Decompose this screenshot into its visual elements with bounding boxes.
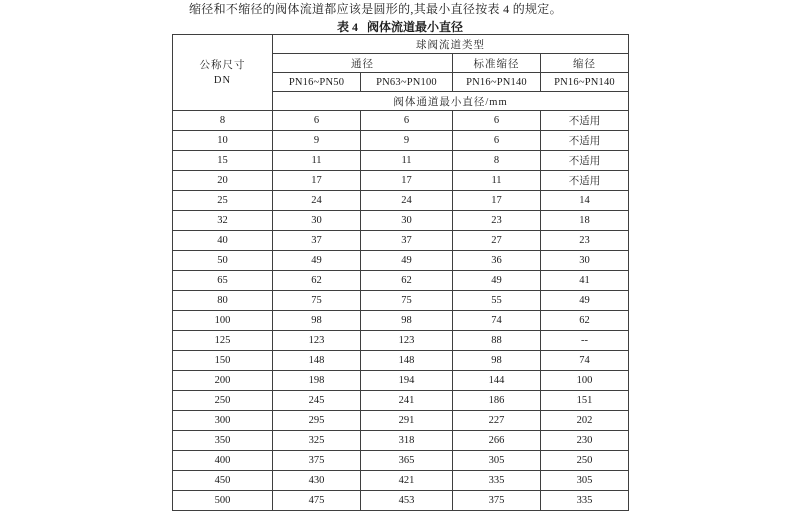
full-bore-pn16-50-cell: 375 (273, 451, 361, 471)
table-caption (172, 18, 628, 35)
reduced-cell: 305 (541, 471, 629, 491)
full-bore-pn16-50-cell: 245 (273, 391, 361, 411)
table-row (173, 231, 629, 251)
full-bore-pn63-100-cell: 9 (361, 131, 453, 151)
reduced-cell: 不适用 (541, 171, 629, 191)
header-row-flow-type (173, 35, 629, 54)
standard-reduced-cell: 8 (453, 151, 541, 171)
dn-cell: 100 (173, 311, 273, 331)
standard-reduced-cell: 186 (453, 391, 541, 411)
standard-reduced-cell: 49 (453, 271, 541, 291)
full-bore-pn16-50-cell: 9 (273, 131, 361, 151)
standard-reduced-cell: 27 (453, 231, 541, 251)
full-bore-pn16-50-cell: 123 (273, 331, 361, 351)
dn-cell: 32 (173, 211, 273, 231)
header-pn63-pn100: PN63~PN100 (361, 73, 453, 92)
full-bore-pn63-100-cell: 11 (361, 151, 453, 171)
standard-reduced-cell: 305 (453, 451, 541, 471)
dn-cell: 80 (173, 291, 273, 311)
standard-reduced-cell: 6 (453, 131, 541, 151)
table-row (173, 371, 629, 391)
standard-reduced-cell: 11 (453, 171, 541, 191)
table-row (173, 451, 629, 471)
full-bore-pn63-100-cell: 24 (361, 191, 453, 211)
header-full-bore: 通径 (273, 54, 453, 73)
standard-reduced-cell: 144 (453, 371, 541, 391)
dn-cell: 500 (173, 491, 273, 511)
dn-cell: 250 (173, 391, 273, 411)
reduced-cell: 14 (541, 191, 629, 211)
table-row (173, 271, 629, 291)
table-row (173, 171, 629, 191)
dn-cell: 50 (173, 251, 273, 271)
header-nominal-size (173, 35, 273, 111)
reduced-cell: 74 (541, 351, 629, 371)
full-bore-pn16-50-cell: 148 (273, 351, 361, 371)
standard-reduced-cell: 227 (453, 411, 541, 431)
reduced-cell: 不适用 (541, 131, 629, 151)
full-bore-pn63-100-cell: 291 (361, 411, 453, 431)
full-bore-pn63-100-cell: 98 (361, 311, 453, 331)
table-row (173, 351, 629, 371)
full-bore-pn63-100-cell: 194 (361, 371, 453, 391)
header-pn16-pn140-standard: PN16~PN140 (453, 73, 541, 92)
nominal-size-symbol: DN (213, 74, 232, 86)
full-bore-pn63-100-cell: 123 (361, 331, 453, 351)
full-bore-pn63-100-cell: 453 (361, 491, 453, 511)
full-bore-pn16-50-cell: 62 (273, 271, 361, 291)
dn-cell: 20 (173, 171, 273, 191)
full-bore-pn16-50-cell: 24 (273, 191, 361, 211)
table-row (173, 151, 629, 171)
full-bore-pn16-50-cell: 30 (273, 211, 361, 231)
reduced-cell: 不适用 (541, 151, 629, 171)
intro-paragraph: 缩径和不缩径的阀体流道都应该是圆形的,其最小直径按表 4 的规定。 (189, 2, 562, 16)
header-pn16-pn140-reduced: PN16~PN140 (541, 73, 629, 92)
standard-reduced-cell: 266 (453, 431, 541, 451)
full-bore-pn16-50-cell: 17 (273, 171, 361, 191)
table-row (173, 191, 629, 211)
reduced-cell: 49 (541, 291, 629, 311)
reduced-cell: 18 (541, 211, 629, 231)
table-row (173, 431, 629, 451)
dn-cell: 450 (173, 471, 273, 491)
table-row (173, 131, 629, 151)
full-bore-pn16-50-cell: 6 (273, 111, 361, 131)
full-bore-pn16-50-cell: 430 (273, 471, 361, 491)
full-bore-pn63-100-cell: 37 (361, 231, 453, 251)
full-bore-pn63-100-cell: 421 (361, 471, 453, 491)
header-pn16-pn50: PN16~PN50 (273, 73, 361, 92)
table-caption-title: 阀体流道最小直径 (367, 20, 464, 34)
table-row (173, 111, 629, 131)
standard-reduced-cell: 88 (453, 331, 541, 351)
full-bore-pn63-100-cell: 365 (361, 451, 453, 471)
dn-cell: 10 (173, 131, 273, 151)
dn-cell: 350 (173, 431, 273, 451)
full-bore-pn63-100-cell: 318 (361, 431, 453, 451)
table-row (173, 311, 629, 331)
table-row (173, 471, 629, 491)
header-unit-label: 阀体通道最小直径/mm (273, 92, 629, 111)
table-row (173, 331, 629, 351)
table-row (173, 491, 629, 511)
nominal-size-label: 公称尺寸 (199, 59, 246, 71)
full-bore-pn63-100-cell: 49 (361, 251, 453, 271)
dn-cell: 400 (173, 451, 273, 471)
dn-cell: 25 (173, 191, 273, 211)
reduced-cell: 151 (541, 391, 629, 411)
table-row (173, 411, 629, 431)
full-bore-pn16-50-cell: 295 (273, 411, 361, 431)
reduced-cell: 100 (541, 371, 629, 391)
full-bore-pn16-50-cell: 325 (273, 431, 361, 451)
reduced-cell: 202 (541, 411, 629, 431)
dn-cell: 300 (173, 411, 273, 431)
standard-reduced-cell: 23 (453, 211, 541, 231)
full-bore-pn63-100-cell: 62 (361, 271, 453, 291)
dn-cell: 8 (173, 111, 273, 131)
reduced-cell: 不适用 (541, 111, 629, 131)
full-bore-pn16-50-cell: 75 (273, 291, 361, 311)
dn-cell: 40 (173, 231, 273, 251)
full-bore-pn16-50-cell: 98 (273, 311, 361, 331)
dn-cell: 125 (173, 331, 273, 351)
table-header (173, 35, 629, 111)
full-bore-pn63-100-cell: 75 (361, 291, 453, 311)
dn-cell: 150 (173, 351, 273, 371)
reduced-cell: 230 (541, 431, 629, 451)
full-bore-pn63-100-cell: 17 (361, 171, 453, 191)
min-diameter-table (172, 34, 629, 511)
reduced-cell: 250 (541, 451, 629, 471)
standard-reduced-cell: 55 (453, 291, 541, 311)
full-bore-pn63-100-cell: 6 (361, 111, 453, 131)
standard-reduced-cell: 335 (453, 471, 541, 491)
full-bore-pn63-100-cell: 241 (361, 391, 453, 411)
table-caption-number: 表 4 (336, 20, 358, 34)
table-row (173, 391, 629, 411)
full-bore-pn63-100-cell: 148 (361, 351, 453, 371)
table-row (173, 251, 629, 271)
full-bore-pn16-50-cell: 49 (273, 251, 361, 271)
full-bore-pn16-50-cell: 475 (273, 491, 361, 511)
header-reduced-bore: 缩径 (541, 54, 629, 73)
standard-reduced-cell: 17 (453, 191, 541, 211)
table-row (173, 291, 629, 311)
full-bore-pn63-100-cell: 30 (361, 211, 453, 231)
reduced-cell: -- (541, 331, 629, 351)
full-bore-pn16-50-cell: 37 (273, 231, 361, 251)
standard-reduced-cell: 36 (453, 251, 541, 271)
reduced-cell: 62 (541, 311, 629, 331)
standard-reduced-cell: 98 (453, 351, 541, 371)
dn-cell: 200 (173, 371, 273, 391)
standard-reduced-cell: 6 (453, 111, 541, 131)
reduced-cell: 23 (541, 231, 629, 251)
reduced-cell: 30 (541, 251, 629, 271)
full-bore-pn16-50-cell: 198 (273, 371, 361, 391)
standard-reduced-cell: 375 (453, 491, 541, 511)
header-flow-type-group: 球阀流道类型 (273, 35, 629, 54)
header-standard-reduced-bore: 标准缩径 (453, 54, 541, 73)
dn-cell: 15 (173, 151, 273, 171)
reduced-cell: 335 (541, 491, 629, 511)
table-row (173, 211, 629, 231)
standard-reduced-cell: 74 (453, 311, 541, 331)
dn-cell: 65 (173, 271, 273, 291)
full-bore-pn16-50-cell: 11 (273, 151, 361, 171)
table-body (173, 111, 629, 511)
reduced-cell: 41 (541, 271, 629, 291)
